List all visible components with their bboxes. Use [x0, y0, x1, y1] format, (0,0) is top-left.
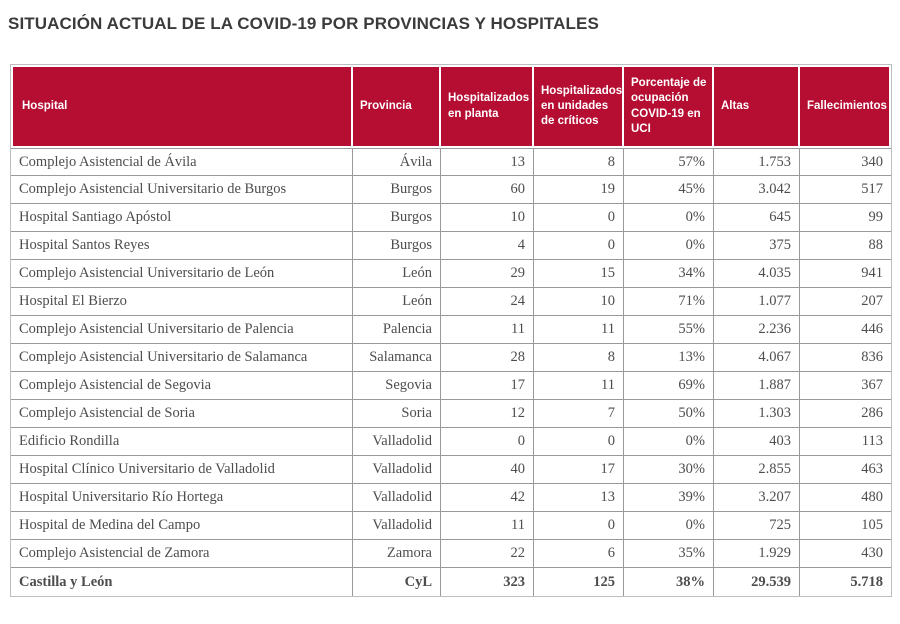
cell-ocupacion-uci: 57% [624, 148, 714, 176]
cell-provincia: Segovia [353, 372, 441, 400]
cell-hospitalizados-criticos: 19 [534, 176, 624, 204]
cell-hospitalizados-planta: 24 [441, 288, 534, 316]
column-header-provincia: Provincia [353, 65, 441, 148]
column-header-altas: Altas [714, 65, 800, 148]
cell-hospitalizados-planta: 17 [441, 372, 534, 400]
table-row [11, 148, 891, 176]
cell-ocupacion-uci: 71% [624, 288, 714, 316]
cell-hospitalizados-planta: 11 [441, 316, 534, 344]
table-row [11, 540, 891, 568]
total-hospitalizados-planta: 323 [441, 568, 534, 596]
cell-altas: 1.303 [714, 400, 800, 428]
cell-altas: 375 [714, 232, 800, 260]
cell-hospital: Complejo Asistencial de Segovia [11, 372, 353, 400]
cell-fallecimientos: 88 [800, 232, 891, 260]
cell-hospitalizados-planta: 22 [441, 540, 534, 568]
cell-hospital: Hospital El Bierzo [11, 288, 353, 316]
cell-ocupacion-uci: 30% [624, 456, 714, 484]
cell-fallecimientos: 113 [800, 428, 891, 456]
cell-fallecimientos: 286 [800, 400, 891, 428]
table-row [11, 456, 891, 484]
table-body [11, 148, 891, 568]
cell-fallecimientos: 105 [800, 512, 891, 540]
cell-fallecimientos: 941 [800, 260, 891, 288]
cell-provincia: Ávila [353, 148, 441, 176]
table-row [11, 316, 891, 344]
cell-ocupacion-uci: 13% [624, 344, 714, 372]
cell-provincia: León [353, 288, 441, 316]
column-header-hospitalizados-criticos: Hospitalizados en unidades de críticos [534, 65, 624, 148]
cell-hospital: Complejo Asistencial de Soria [11, 400, 353, 428]
cell-hospitalizados-planta: 4 [441, 232, 534, 260]
table-row [11, 400, 891, 428]
table-row [11, 288, 891, 316]
cell-fallecimientos: 836 [800, 344, 891, 372]
cell-ocupacion-uci: 45% [624, 176, 714, 204]
page-title: SITUACIÓN ACTUAL DE LA COVID-19 POR PROVINCIAS Y HOSPITALES [8, 14, 599, 33]
cell-provincia: Palencia [353, 316, 441, 344]
cell-provincia: Valladolid [353, 428, 441, 456]
cell-hospitalizados-planta: 40 [441, 456, 534, 484]
total-ocupacion-uci: 38% [624, 568, 714, 596]
cell-hospitalizados-criticos: 10 [534, 288, 624, 316]
cell-altas: 1.077 [714, 288, 800, 316]
cell-hospitalizados-criticos: 11 [534, 372, 624, 400]
table-row [11, 428, 891, 456]
cell-altas: 403 [714, 428, 800, 456]
cell-hospital: Edificio Rondilla [11, 428, 353, 456]
cell-hospitalizados-planta: 29 [441, 260, 534, 288]
cell-fallecimientos: 367 [800, 372, 891, 400]
cell-hospitalizados-criticos: 7 [534, 400, 624, 428]
cell-fallecimientos: 463 [800, 456, 891, 484]
cell-fallecimientos: 207 [800, 288, 891, 316]
cell-altas: 4.067 [714, 344, 800, 372]
cell-fallecimientos: 430 [800, 540, 891, 568]
cell-ocupacion-uci: 55% [624, 316, 714, 344]
cell-ocupacion-uci: 0% [624, 204, 714, 232]
cell-hospitalizados-criticos: 11 [534, 316, 624, 344]
table-total-row [11, 568, 891, 596]
cell-provincia: León [353, 260, 441, 288]
cell-hospitalizados-criticos: 0 [534, 512, 624, 540]
cell-hospital: Complejo Asistencial de Ávila [11, 148, 353, 176]
cell-provincia: Burgos [353, 176, 441, 204]
cell-fallecimientos: 480 [800, 484, 891, 512]
cell-hospital: Complejo Asistencial Universitario de León [11, 260, 353, 288]
cell-hospitalizados-criticos: 13 [534, 484, 624, 512]
cell-hospitalizados-planta: 10 [441, 204, 534, 232]
table-row [11, 372, 891, 400]
cell-altas: 725 [714, 512, 800, 540]
cell-altas: 3.207 [714, 484, 800, 512]
total-region-label: Castilla y León [11, 568, 353, 596]
cell-altas: 1.887 [714, 372, 800, 400]
cell-ocupacion-uci: 34% [624, 260, 714, 288]
cell-ocupacion-uci: 35% [624, 540, 714, 568]
cell-hospital: Complejo Asistencial de Zamora [11, 540, 353, 568]
cell-hospitalizados-planta: 42 [441, 484, 534, 512]
cell-fallecimientos: 446 [800, 316, 891, 344]
column-header-fallecimientos: Fallecimientos [800, 65, 891, 148]
table-row [11, 232, 891, 260]
table-row [11, 204, 891, 232]
cell-hospital: Complejo Asistencial Universitario de Burgos [11, 176, 353, 204]
table-header-row [11, 65, 891, 148]
cell-provincia: Valladolid [353, 484, 441, 512]
cell-hospitalizados-criticos: 8 [534, 148, 624, 176]
cell-ocupacion-uci: 39% [624, 484, 714, 512]
cell-hospitalizados-planta: 28 [441, 344, 534, 372]
cell-altas: 1.929 [714, 540, 800, 568]
total-hospitalizados-criticos: 125 [534, 568, 624, 596]
cell-altas: 645 [714, 204, 800, 232]
table-row [11, 260, 891, 288]
cell-fallecimientos: 517 [800, 176, 891, 204]
cell-fallecimientos: 340 [800, 148, 891, 176]
cell-ocupacion-uci: 0% [624, 512, 714, 540]
cell-hospitalizados-planta: 0 [441, 428, 534, 456]
cell-hospitalizados-planta: 60 [441, 176, 534, 204]
cell-provincia: Valladolid [353, 512, 441, 540]
cell-hospital: Hospital Universitario Río Hortega [11, 484, 353, 512]
cell-hospitalizados-criticos: 15 [534, 260, 624, 288]
cell-hospital: Hospital Clínico Universitario de Valladolid [11, 456, 353, 484]
cell-ocupacion-uci: 0% [624, 232, 714, 260]
cell-hospitalizados-criticos: 0 [534, 232, 624, 260]
cell-fallecimientos: 99 [800, 204, 891, 232]
cell-ocupacion-uci: 69% [624, 372, 714, 400]
cell-hospitalizados-criticos: 0 [534, 428, 624, 456]
cell-hospital: Hospital Santos Reyes [11, 232, 353, 260]
cell-altas: 2.236 [714, 316, 800, 344]
total-provincia: CyL [353, 568, 441, 596]
total-altas: 29.539 [714, 568, 800, 596]
total-fallecimientos: 5.718 [850, 573, 883, 590]
cell-provincia: Valladolid [353, 456, 441, 484]
cell-provincia: Salamanca [353, 344, 441, 372]
table-row [11, 484, 891, 512]
cell-hospitalizados-criticos: 8 [534, 344, 624, 372]
cell-ocupacion-uci: 50% [624, 400, 714, 428]
covid-hospitals-table [10, 64, 892, 597]
cell-ocupacion-uci: 0% [624, 428, 714, 456]
cell-altas: 3.042 [714, 176, 800, 204]
cell-provincia: Soria [353, 400, 441, 428]
cell-provincia: Burgos [353, 204, 441, 232]
table-row [11, 344, 891, 372]
cell-altas: 1.753 [714, 148, 800, 176]
cell-provincia: Zamora [353, 540, 441, 568]
cell-hospitalizados-criticos: 6 [534, 540, 624, 568]
table-row [11, 176, 891, 204]
column-header-hospital: Hospital [11, 65, 353, 148]
column-header-ocupacion-uci: Porcentaje de ocupación COVID-19 en UCI [624, 65, 714, 148]
cell-hospital: Complejo Asistencial Universitario de Salamanca [11, 344, 353, 372]
cell-hospital: Hospital de Medina del Campo [11, 512, 353, 540]
cell-hospitalizados-planta: 12 [441, 400, 534, 428]
table-row [11, 512, 891, 540]
cell-altas: 4.035 [714, 260, 800, 288]
cell-altas: 2.855 [714, 456, 800, 484]
cell-hospitalizados-criticos: 17 [534, 456, 624, 484]
cell-hospitalizados-planta: 11 [441, 512, 534, 540]
table-container [10, 64, 890, 597]
cell-hospitalizados-criticos: 0 [534, 204, 624, 232]
cell-provincia: Burgos [353, 232, 441, 260]
cell-hospital: Complejo Asistencial Universitario de Palencia [11, 316, 353, 344]
cell-hospital: Hospital Santiago Apóstol [11, 204, 353, 232]
cell-hospitalizados-planta: 13 [441, 148, 534, 176]
column-header-hospitalizados-planta: Hospitalizados en planta [441, 65, 534, 148]
